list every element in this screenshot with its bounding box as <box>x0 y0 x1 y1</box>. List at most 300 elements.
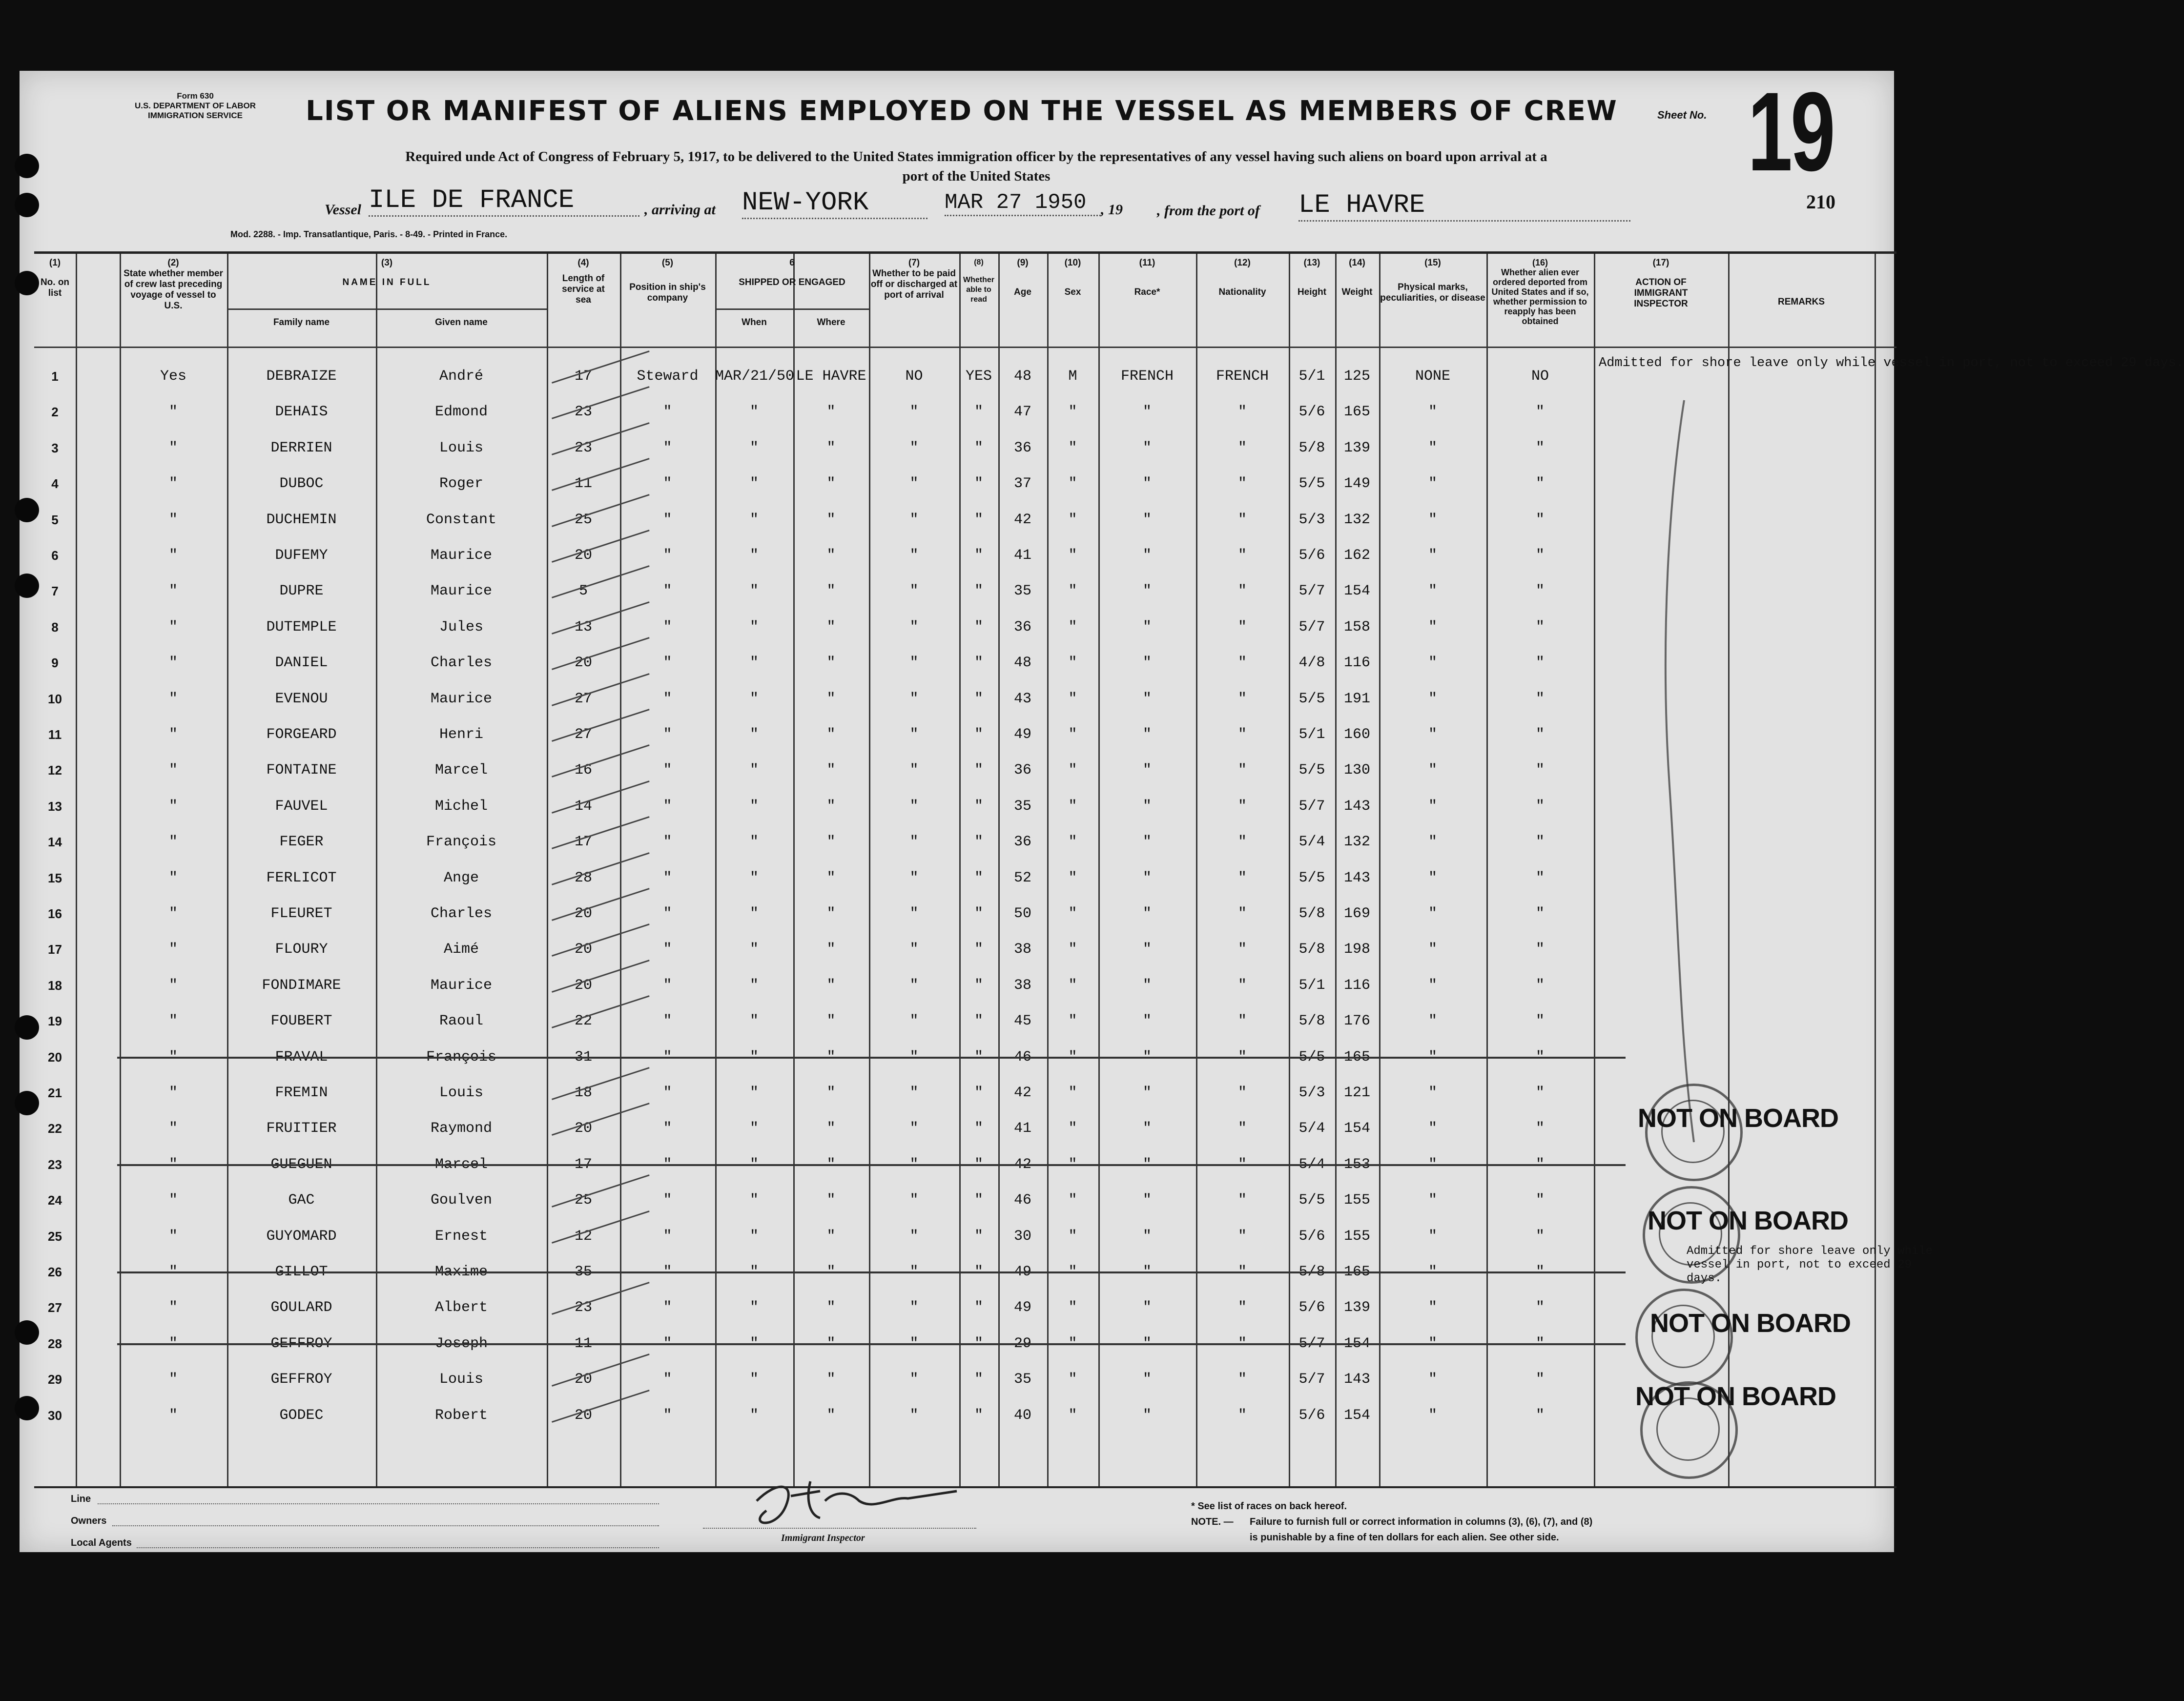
cell-marks: " <box>1428 655 1437 672</box>
cell-where: " <box>826 1407 836 1424</box>
table-row <box>34 610 1896 645</box>
cell-service: 22 <box>574 1013 592 1030</box>
cell-given: Aimé <box>443 941 479 958</box>
cell-height: 5/4 <box>1298 1156 1325 1173</box>
cell-when: " <box>749 1156 759 1173</box>
local-agents-label: Local Agents <box>71 1537 132 1548</box>
cell-crew: " <box>168 475 178 492</box>
col-position-header: Position in ship's company <box>629 282 706 303</box>
cell-paid: " <box>909 655 919 672</box>
cell-service: 20 <box>574 941 592 958</box>
cell-read: " <box>974 1407 983 1424</box>
cell-age: 49 <box>1013 1299 1031 1316</box>
department: U.S. DEPARTMENT OF LABOR <box>134 101 256 110</box>
cell-paid: " <box>909 439 919 456</box>
cell-service: 17 <box>574 834 592 851</box>
cell-weight: 165 <box>1343 1264 1370 1280</box>
table-row <box>34 1075 1896 1111</box>
cell-given: François <box>426 1048 497 1066</box>
cell-age: 47 <box>1013 404 1031 421</box>
cell-where: " <box>826 1264 836 1280</box>
cell-no: 22 <box>48 1121 62 1136</box>
cell-no: 30 <box>48 1408 62 1423</box>
cell-read: " <box>974 511 983 528</box>
cell-where: " <box>826 1335 836 1352</box>
cell-position: " <box>663 439 672 456</box>
cell-nationality: " <box>1237 905 1247 922</box>
cell-marks: NONE <box>1415 368 1450 385</box>
table-row <box>34 932 1896 967</box>
cell-paid: " <box>909 511 919 528</box>
cell-family: GODEC <box>279 1407 324 1424</box>
cell-height: 5/8 <box>1298 905 1325 922</box>
cell-deported: " <box>1535 1335 1545 1352</box>
cell-position: Steward <box>637 368 699 385</box>
cell-nationality: " <box>1237 977 1247 994</box>
cell-deported: " <box>1535 1013 1545 1030</box>
cell-crew: " <box>168 798 178 815</box>
cell-when: " <box>749 690 759 707</box>
cell-service: 11 <box>574 475 592 492</box>
cell-position: " <box>663 798 672 815</box>
inspector-signature <box>737 1472 967 1535</box>
cell-race: " <box>1142 1407 1152 1424</box>
cell-family: FAUVEL <box>275 798 328 815</box>
note-text-1: Failure to furnish full or correct information in columns (3), (6), (7), and (8) <box>1250 1517 1593 1527</box>
cell-no: 1 <box>51 369 59 384</box>
cell-age: 36 <box>1013 834 1031 851</box>
cell-marks: " <box>1428 798 1437 815</box>
cell-weight: 160 <box>1343 726 1370 743</box>
cell-height: 5/1 <box>1298 368 1325 385</box>
cell-race: " <box>1142 1013 1152 1030</box>
cell-race: " <box>1142 834 1152 851</box>
cell-nationality: " <box>1237 834 1247 851</box>
cell-no: 6 <box>51 548 59 563</box>
cell-paid: " <box>909 869 919 886</box>
cell-race: " <box>1142 690 1152 707</box>
cell-crew: " <box>168 618 178 635</box>
cell-service: 27 <box>574 690 592 707</box>
cell-crew: " <box>168 1407 178 1424</box>
cell-race: " <box>1142 511 1152 528</box>
cell-height: 5/8 <box>1298 1264 1325 1280</box>
cell-read: " <box>974 404 983 421</box>
cell-position: " <box>663 1156 672 1173</box>
vessel-label: Vessel <box>325 202 361 218</box>
cell-marks: " <box>1428 439 1437 456</box>
cell-race: " <box>1142 869 1152 886</box>
cell-where: " <box>826 869 836 886</box>
cell-age: 41 <box>1013 547 1031 564</box>
cell-service: 20 <box>574 1407 592 1424</box>
cell-family: FERLICOT <box>266 869 337 886</box>
cell-paid: " <box>909 762 919 779</box>
cell-marks: " <box>1428 1335 1437 1352</box>
cell-crew: " <box>168 905 178 922</box>
cell-weight: 121 <box>1343 1085 1370 1101</box>
cell-read: " <box>974 547 983 564</box>
cell-nationality: " <box>1237 1335 1247 1352</box>
col-2-number: (2) <box>167 258 179 268</box>
col-3-number: (3) <box>381 258 393 268</box>
cell-deported: " <box>1535 547 1545 564</box>
cell-where: " <box>826 905 836 922</box>
cell-when: " <box>749 1192 759 1209</box>
cell-when: " <box>749 439 759 456</box>
cell-race: " <box>1142 905 1152 922</box>
cell-read: " <box>974 869 983 886</box>
cell-deported: " <box>1535 1264 1545 1280</box>
cell-position: " <box>663 1048 672 1066</box>
cell-crew: " <box>168 977 178 994</box>
cell-when: " <box>749 1048 759 1066</box>
cell-given: Robert <box>434 1407 488 1424</box>
cell-service: 25 <box>574 1192 592 1209</box>
cell-when: " <box>749 511 759 528</box>
col-service-header: Length of service at sea <box>562 273 605 305</box>
col-marks-header: Physical marks, peculiarities, or disease <box>1380 282 1485 303</box>
cell-crew: " <box>168 762 178 779</box>
col-weight-header: Weight <box>1341 287 1373 297</box>
col-crew-previous-header: State whether member of crew last preceding voyage of vessel to U.S. <box>124 268 223 311</box>
cell-position: " <box>663 1085 672 1101</box>
cell-where: " <box>826 762 836 779</box>
cell-weight: 154 <box>1343 1407 1370 1424</box>
cell-nationality: " <box>1237 547 1247 564</box>
cell-family: FLOURY <box>275 941 328 958</box>
cell-marks: " <box>1428 762 1437 779</box>
cell-given: Maurice <box>430 977 493 994</box>
table-row <box>34 1326 1896 1362</box>
continuation-line <box>1650 395 1709 1152</box>
col-nationality-header: Nationality <box>1218 287 1266 297</box>
cell-no: 2 <box>51 405 59 420</box>
strike-through-line <box>117 1343 1626 1345</box>
cell-height: 5/5 <box>1298 475 1325 492</box>
cell-service: 12 <box>574 1228 592 1245</box>
col-height-header: Height <box>1297 287 1327 297</box>
cell-read: " <box>974 798 983 815</box>
col-7-number: (7) <box>908 258 920 268</box>
table-row <box>34 717 1896 753</box>
cell-marks: " <box>1428 834 1437 851</box>
cell-height: 5/7 <box>1298 798 1325 815</box>
cell-when: " <box>749 1335 759 1352</box>
cell-where: " <box>826 977 836 994</box>
cell-read: " <box>974 655 983 672</box>
cell-no: 13 <box>48 799 62 814</box>
table-row <box>34 1004 1896 1039</box>
cell-service: 14 <box>574 798 592 815</box>
cell-nationality: " <box>1237 1048 1247 1066</box>
cell-age: 42 <box>1013 511 1031 528</box>
cell-where: " <box>826 834 836 851</box>
cell-position: " <box>663 1264 672 1280</box>
cell-given: Louis <box>439 1085 483 1101</box>
cell-weight: 143 <box>1343 1371 1370 1388</box>
cell-height: 5/7 <box>1298 583 1325 600</box>
cell-read: " <box>974 1048 983 1066</box>
cell-when: " <box>749 1085 759 1101</box>
admitted-stamp: Admitted for shore leave only while vessel in port, not to exceed 29 days. <box>1687 1245 1933 1285</box>
cell-given: Maurice <box>430 583 493 600</box>
cell-sex: " <box>1068 475 1077 492</box>
cell-position: " <box>663 1120 672 1137</box>
col-13-number: (13) <box>1303 258 1320 268</box>
cell-crew: " <box>168 1335 178 1352</box>
cell-deported: " <box>1535 439 1545 456</box>
cell-where: " <box>826 475 836 492</box>
col-where-header: Where <box>817 317 845 328</box>
cell-read: " <box>974 1013 983 1030</box>
cell-given: Goulven <box>430 1192 493 1209</box>
cell-deported: " <box>1535 1048 1545 1066</box>
cell-race: " <box>1142 547 1152 564</box>
cell-no: 3 <box>51 440 59 455</box>
cell-age: 38 <box>1013 977 1031 994</box>
cell-service: 35 <box>574 1264 592 1280</box>
cell-crew: " <box>168 1156 178 1173</box>
cell-race: " <box>1142 941 1152 958</box>
cell-sex: M <box>1068 368 1077 385</box>
cell-given: Raoul <box>439 1013 483 1030</box>
cell-height: 5/5 <box>1298 762 1325 779</box>
cell-sex: " <box>1068 1120 1077 1137</box>
cell-when: " <box>749 1299 759 1316</box>
cell-where: " <box>826 547 836 564</box>
cell-no: 26 <box>48 1265 62 1279</box>
sheet-label: Sheet No. <box>1657 109 1707 121</box>
cell-height: 5/4 <box>1298 834 1325 851</box>
cell-deported: " <box>1535 475 1545 492</box>
cell-race: " <box>1142 583 1152 600</box>
cell-crew: " <box>168 1228 178 1245</box>
cell-paid: " <box>909 690 919 707</box>
cell-nationality: " <box>1237 726 1247 743</box>
cell-paid: " <box>909 547 919 564</box>
cell-crew: " <box>168 1192 178 1209</box>
cell-family: FEGER <box>279 834 324 851</box>
cell-marks: " <box>1428 1264 1437 1280</box>
cell-where: " <box>826 1156 836 1173</box>
cell-marks: " <box>1428 1371 1437 1388</box>
cell-weight: 158 <box>1343 618 1370 635</box>
cell-service: 16 <box>574 762 592 779</box>
cell-given: Joseph <box>434 1335 488 1352</box>
cell-marks: " <box>1428 583 1437 600</box>
cell-weight: 165 <box>1343 1048 1370 1066</box>
cell-nationality: " <box>1237 869 1247 886</box>
cell-crew: " <box>168 655 178 672</box>
cell-family: GAC <box>288 1192 315 1209</box>
cell-age: 43 <box>1013 690 1031 707</box>
cell-no: 20 <box>48 1049 62 1065</box>
cell-no: 8 <box>51 619 59 635</box>
cell-deported: " <box>1535 834 1545 851</box>
cell-marks: " <box>1428 1048 1437 1066</box>
cell-deported: " <box>1535 905 1545 922</box>
cell-marks: " <box>1428 1228 1437 1245</box>
cell-age: 50 <box>1013 905 1031 922</box>
note-text-2: is punishable by a fine of ten dollars for each alien. See other side. <box>1250 1532 1559 1543</box>
cell-race: " <box>1142 655 1152 672</box>
cell-nationality: " <box>1237 511 1247 528</box>
col-race-header: Race* <box>1134 287 1160 297</box>
cell-height: 5/7 <box>1298 1371 1325 1388</box>
cell-where: " <box>826 655 836 672</box>
cell-no: 18 <box>48 978 62 993</box>
inspector-action-note: Admitted for shore leave only while vessel in port, not to exceed 29 days. <box>1599 356 2184 370</box>
cell-where: " <box>826 511 836 528</box>
cell-height: 5/8 <box>1298 1013 1325 1030</box>
cell-sex: " <box>1068 905 1077 922</box>
cell-family: GUEGUEN <box>270 1156 332 1173</box>
cell-no: 11 <box>48 727 62 742</box>
cell-when: " <box>749 475 759 492</box>
requirement-text-2: port of the United States <box>902 168 1051 184</box>
cell-age: 35 <box>1013 1371 1031 1388</box>
cell-when: " <box>749 583 759 600</box>
cell-no: 12 <box>48 763 62 778</box>
cell-crew: " <box>168 1013 178 1030</box>
cell-nationality: " <box>1237 1407 1247 1424</box>
cell-family: DUCHEMIN <box>266 511 337 528</box>
cell-weight: 154 <box>1343 1120 1370 1137</box>
cell-sex: " <box>1068 834 1077 851</box>
cell-deported: " <box>1535 511 1545 528</box>
cell-given: Ange <box>443 869 479 886</box>
cell-deported: " <box>1535 1299 1545 1316</box>
cell-paid: " <box>909 977 919 994</box>
cell-family: FOUBERT <box>270 1013 332 1030</box>
cell-no: 29 <box>48 1372 62 1387</box>
cell-marks: " <box>1428 869 1437 886</box>
col-family-name-header: Family name <box>273 317 330 328</box>
arrival-date: MAR 27 1950 <box>945 190 1101 216</box>
cell-when: " <box>749 977 759 994</box>
cell-where: " <box>826 726 836 743</box>
cell-service: 17 <box>574 368 592 385</box>
printer-line: Mod. 2288. - Imp. Transatlantique, Paris. - 8-49. - Printed in France. <box>230 229 508 239</box>
cell-no: 5 <box>51 512 59 527</box>
cell-family: FRAVAL <box>275 1048 328 1066</box>
cell-age: 29 <box>1013 1335 1031 1352</box>
cell-when: " <box>749 1371 759 1388</box>
cell-crew: " <box>168 1120 178 1137</box>
cell-height: 5/4 <box>1298 1120 1325 1137</box>
cell-position: " <box>663 977 672 994</box>
punch-hole <box>15 154 39 178</box>
cell-height: 5/5 <box>1298 690 1325 707</box>
crew-manifest-table <box>34 251 2184 1488</box>
cell-when: " <box>749 1228 759 1245</box>
col-name-header: NAME IN FULL <box>342 277 432 287</box>
cell-sex: " <box>1068 655 1077 672</box>
cell-nationality: " <box>1237 690 1247 707</box>
cell-paid: " <box>909 834 919 851</box>
cell-read: " <box>974 941 983 958</box>
strike-through-line <box>117 1164 1626 1166</box>
cell-paid: " <box>909 1228 919 1245</box>
col-given-name-header: Given name <box>435 317 488 328</box>
cell-race: " <box>1142 439 1152 456</box>
cell-given: Marcel <box>434 762 488 779</box>
service: IMMIGRATION SERVICE <box>148 111 243 120</box>
cell-position: " <box>663 1192 672 1209</box>
cell-read: YES <box>965 368 992 385</box>
cell-marks: " <box>1428 1192 1437 1209</box>
cell-height: 5/3 <box>1298 1085 1325 1101</box>
cell-race: " <box>1142 1048 1152 1066</box>
cell-weight: 162 <box>1343 547 1370 564</box>
cell-crew: " <box>168 869 178 886</box>
cell-service: 11 <box>574 1335 592 1352</box>
cell-crew: " <box>168 1299 178 1316</box>
col-9-number: (9) <box>1017 258 1029 268</box>
cell-service: 20 <box>574 547 592 564</box>
cell-marks: " <box>1428 475 1437 492</box>
cell-when: " <box>749 547 759 564</box>
cell-where: " <box>826 1371 836 1388</box>
cell-crew: " <box>168 404 178 421</box>
cell-when: " <box>749 798 759 815</box>
cell-service: 20 <box>574 655 592 672</box>
cell-family: GILLOT <box>275 1264 328 1280</box>
cell-race: " <box>1142 1299 1152 1316</box>
cell-service: 20 <box>574 905 592 922</box>
cell-paid: " <box>909 905 919 922</box>
cell-given: Maxime <box>434 1264 488 1280</box>
cell-read: " <box>974 439 983 456</box>
cell-weight: 116 <box>1343 977 1370 994</box>
cell-position: " <box>663 618 672 635</box>
cell-deported: " <box>1535 1156 1545 1173</box>
cell-race: " <box>1142 1264 1152 1280</box>
table-row <box>34 1254 1896 1290</box>
cell-nationality: " <box>1237 439 1247 456</box>
cell-position: " <box>663 1013 672 1030</box>
sheet-sub-number: 210 <box>1806 191 1835 213</box>
table-row <box>34 1362 1896 1397</box>
cell-service: 23 <box>574 439 592 456</box>
cell-height: 5/5 <box>1298 1192 1325 1209</box>
cell-paid: " <box>909 1371 919 1388</box>
cell-height: 5/1 <box>1298 726 1325 743</box>
cell-service: 25 <box>574 511 592 528</box>
col-16-number: (16) <box>1532 258 1548 267</box>
cell-sex: " <box>1068 1013 1077 1030</box>
cell-age: 52 <box>1013 869 1031 886</box>
cell-given: Constant <box>426 511 497 528</box>
cell-age: 42 <box>1013 1085 1031 1101</box>
cell-height: 5/5 <box>1298 1048 1325 1066</box>
cell-position: " <box>663 762 672 779</box>
cell-no: 14 <box>48 835 62 850</box>
cell-race: " <box>1142 1120 1152 1137</box>
cell-family: GEFFROY <box>270 1335 332 1352</box>
cell-sex: " <box>1068 1048 1077 1066</box>
cell-race: " <box>1142 404 1152 421</box>
cell-marks: " <box>1428 618 1437 635</box>
cell-position: " <box>663 1299 672 1316</box>
cell-nationality: " <box>1237 1264 1247 1280</box>
from-port-label: , from the port of <box>1157 203 1260 219</box>
cell-weight: 155 <box>1343 1228 1370 1245</box>
cell-no: 15 <box>48 870 62 885</box>
cell-age: 36 <box>1013 439 1031 456</box>
cell-nationality: " <box>1237 798 1247 815</box>
